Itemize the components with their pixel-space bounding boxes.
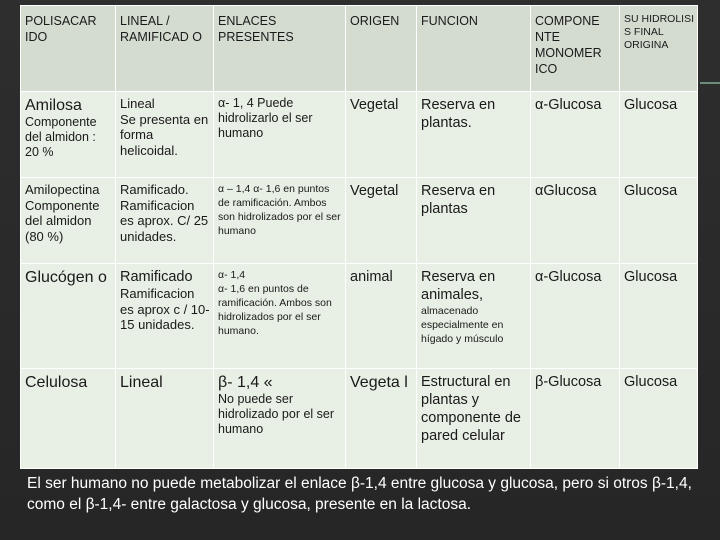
cell-structure (116, 92, 214, 178)
table-row (21, 264, 698, 369)
cell-name (21, 369, 116, 469)
origin-text: Vegeta l (350, 374, 408, 391)
table-row (21, 369, 698, 469)
cell-function (417, 369, 531, 469)
cell-bonds (214, 92, 346, 178)
polysaccharide-detail: Componente del almidon : 20 % (25, 115, 97, 159)
header-enlaces: ENLACES PRESENTES (214, 6, 346, 92)
polysaccharide-detail: Componente del almidon (80 %) (25, 197, 100, 244)
monomer-text: αGlucosa (535, 183, 597, 199)
function-detail: almacenado especialmente en hígado y músculo (421, 305, 504, 345)
monomer-text: β-Glucosa (535, 374, 602, 390)
polysaccharide-name: Amilopectina (25, 182, 100, 197)
cell-function (417, 264, 531, 369)
function-text: Reserva en plantas. (421, 97, 496, 131)
hydrolysis-text: Glucosa (624, 183, 678, 199)
structure-detail: Se presenta en forma helicoidal. (120, 111, 209, 158)
cell-monomer (531, 369, 620, 469)
table-row (21, 178, 698, 264)
monomer-text: α-Glucosa (535, 97, 602, 113)
cell-bonds (214, 369, 346, 469)
cell-hydrolysis (620, 369, 698, 469)
cell-bonds (214, 264, 346, 369)
monomer-text: α-Glucosa (535, 269, 602, 285)
cell-monomer (531, 264, 620, 369)
origin-text: Vegetal (350, 97, 399, 113)
cell-origin (346, 369, 417, 469)
bonds-detail: No puede ser hidrolizado por el ser humano (218, 392, 335, 436)
cell-origin (346, 178, 417, 264)
cell-monomer (531, 178, 620, 264)
cell-origin (346, 92, 417, 178)
cell-hydrolysis (620, 264, 698, 369)
origin-text: Vegetal (350, 183, 399, 199)
cell-name (21, 264, 116, 369)
header-hidrolisis: SU HIDROLISI S FINAL ORIGINA (620, 6, 698, 92)
hydrolysis-text: Glucosa (624, 374, 678, 390)
polysaccharide-name: Glucógen o (25, 269, 107, 286)
function-text: Reserva en plantas (421, 183, 496, 217)
hydrolysis-text: Glucosa (624, 269, 678, 285)
cell-bonds (214, 178, 346, 264)
bonds-text: α- 1,4 (218, 269, 246, 281)
polysaccharide-name: Amilosa (25, 97, 82, 114)
header-componente: COMPONE NTE MONOMER ICO (531, 6, 620, 92)
cell-function (417, 178, 531, 264)
structure-type: Ramificado. (120, 182, 189, 197)
polysaccharide-name: Celulosa (25, 374, 88, 391)
bonds-text: α- 1, 4 Puede hidrolizarlo el ser humano (218, 96, 313, 140)
structure-detail: Ramificacion es aprox. C/ 25 unidades. (120, 197, 209, 244)
cell-structure (116, 178, 214, 264)
function-text: Estructural en plantas y componente de pared celular (421, 374, 521, 444)
header-lineal-ramificado: LINEAL / RAMIFICAD O (116, 6, 214, 92)
cell-name (21, 92, 116, 178)
cell-monomer (531, 92, 620, 178)
structure-detail: Ramificacion es aprox c / 10-15 unidades. (120, 286, 210, 332)
cell-structure (116, 264, 214, 369)
header-polisacarido: POLISACAR IDO (21, 6, 116, 92)
footnote-text: El ser humano no puede metabolizar el enlace β-1,4 entre glucosa y glucosa, pero si otros β-1,4, como el β-1,4- entre galactosa y glucosa, presente en la lactosa. (27, 475, 692, 513)
function-text: Reserva en animales, (421, 269, 496, 303)
origin-text: animal (350, 269, 393, 285)
cell-name (21, 178, 116, 264)
decorative-accent-line (700, 82, 720, 84)
table-header-row (21, 6, 698, 92)
cell-hydrolysis (620, 178, 698, 264)
structure-type: Lineal (120, 96, 155, 111)
hydrolysis-text: Glucosa (624, 97, 678, 113)
cell-function (417, 92, 531, 178)
structure-type: Ramificado (120, 269, 193, 285)
cell-origin (346, 264, 417, 369)
bonds-text: β- 1,4 « (218, 374, 273, 391)
header-origen: ORIGEN (346, 6, 417, 92)
cell-hydrolysis (620, 92, 698, 178)
bonds-detail: α- 1,6 en puntos de ramificación. Ambos son hidrolizados por el ser humano. (218, 283, 332, 337)
polysaccharide-table (20, 5, 698, 469)
bonds-text: α – 1,4 α- 1,6 en puntos de ramificación. Ambos son hidrolizados por el ser humano (218, 183, 341, 237)
structure-type: Lineal (120, 374, 163, 391)
header-funcion: FUNCION (417, 6, 531, 92)
cell-structure (116, 369, 214, 469)
table-row (21, 92, 698, 178)
